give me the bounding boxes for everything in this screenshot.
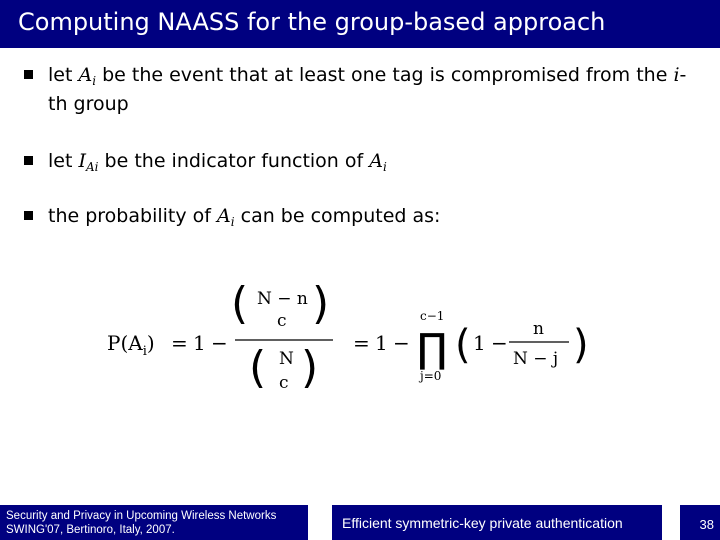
bullet-square-icon — [24, 70, 33, 79]
math-sub: i — [230, 215, 235, 229]
page-number: 38 — [699, 517, 714, 532]
binom-num-bottom: c — [277, 311, 287, 331]
formula-one: 1 — [375, 331, 388, 355]
formula-equals: = — [353, 331, 370, 355]
binom-right-paren: ) — [301, 342, 319, 393]
math-sub: i — [382, 160, 387, 174]
formula-one: 1 — [193, 331, 206, 355]
bullet-text: be the indicator function of — [98, 150, 370, 172]
footer-conference — [0, 505, 308, 540]
binom-den-bottom: c — [279, 373, 289, 393]
bullet-item — [24, 148, 387, 177]
formula-minus: − — [491, 331, 508, 355]
footer-conference-line1: Security and Privacy in Upcoming Wireless Networks — [6, 510, 277, 522]
math-var: A — [217, 205, 231, 227]
title-bar — [0, 0, 720, 48]
formula-one: 1 — [473, 331, 486, 355]
binom-left-paren: ( — [249, 342, 267, 393]
right-paren: ) — [573, 322, 589, 368]
binom-den-top: N — [279, 349, 294, 369]
binom-right-paren: ) — [312, 282, 330, 329]
slide-title: Computing NAASS for the group-based approach — [18, 8, 606, 36]
footer-talk-title-text: Efficient symmetric-key private authentication — [342, 515, 623, 531]
math-var: i — [673, 64, 680, 86]
probability-formula — [105, 282, 595, 402]
product-symbol: ∏ — [417, 326, 448, 372]
bullet-square-icon — [24, 156, 33, 165]
bullet-text: the probability of — [48, 205, 217, 227]
prod-lower: j=0 — [420, 369, 442, 383]
left-paren: ( — [455, 322, 471, 368]
formula-minus: − — [211, 331, 228, 355]
math-var: I — [78, 150, 86, 172]
binom-left-paren: ( — [231, 282, 249, 329]
bullet-text: let — [48, 150, 79, 172]
bullet-text: let — [48, 64, 79, 86]
bullet-text: be the event that at least one tag is compromised from the — [96, 64, 674, 86]
bullet-square-icon — [24, 211, 33, 220]
bullet-item — [24, 203, 440, 232]
frac-num: n — [533, 319, 544, 339]
formula-equals: = — [171, 331, 188, 355]
prod-upper: c−1 — [420, 309, 445, 323]
footer-page-number — [680, 505, 720, 540]
bullet-text: can be computed as: — [234, 205, 441, 227]
bullet-text: -th group — [48, 64, 687, 115]
bullet-item — [24, 62, 704, 118]
math-var: A — [369, 150, 383, 172]
formula-minus: − — [393, 331, 410, 355]
binom-num-top: N − n — [257, 289, 308, 309]
footer-conference-line2: SWING'07, Bertinoro, Italy, 2007. — [6, 524, 175, 536]
footer-talk-title — [332, 505, 662, 540]
math-sub: Ai — [85, 160, 99, 174]
frac-den: N − j — [513, 349, 559, 369]
math-var: A — [78, 64, 93, 86]
formula-lhs: $P(A_i)$ — [107, 331, 155, 359]
math-sub: i — [92, 74, 97, 88]
